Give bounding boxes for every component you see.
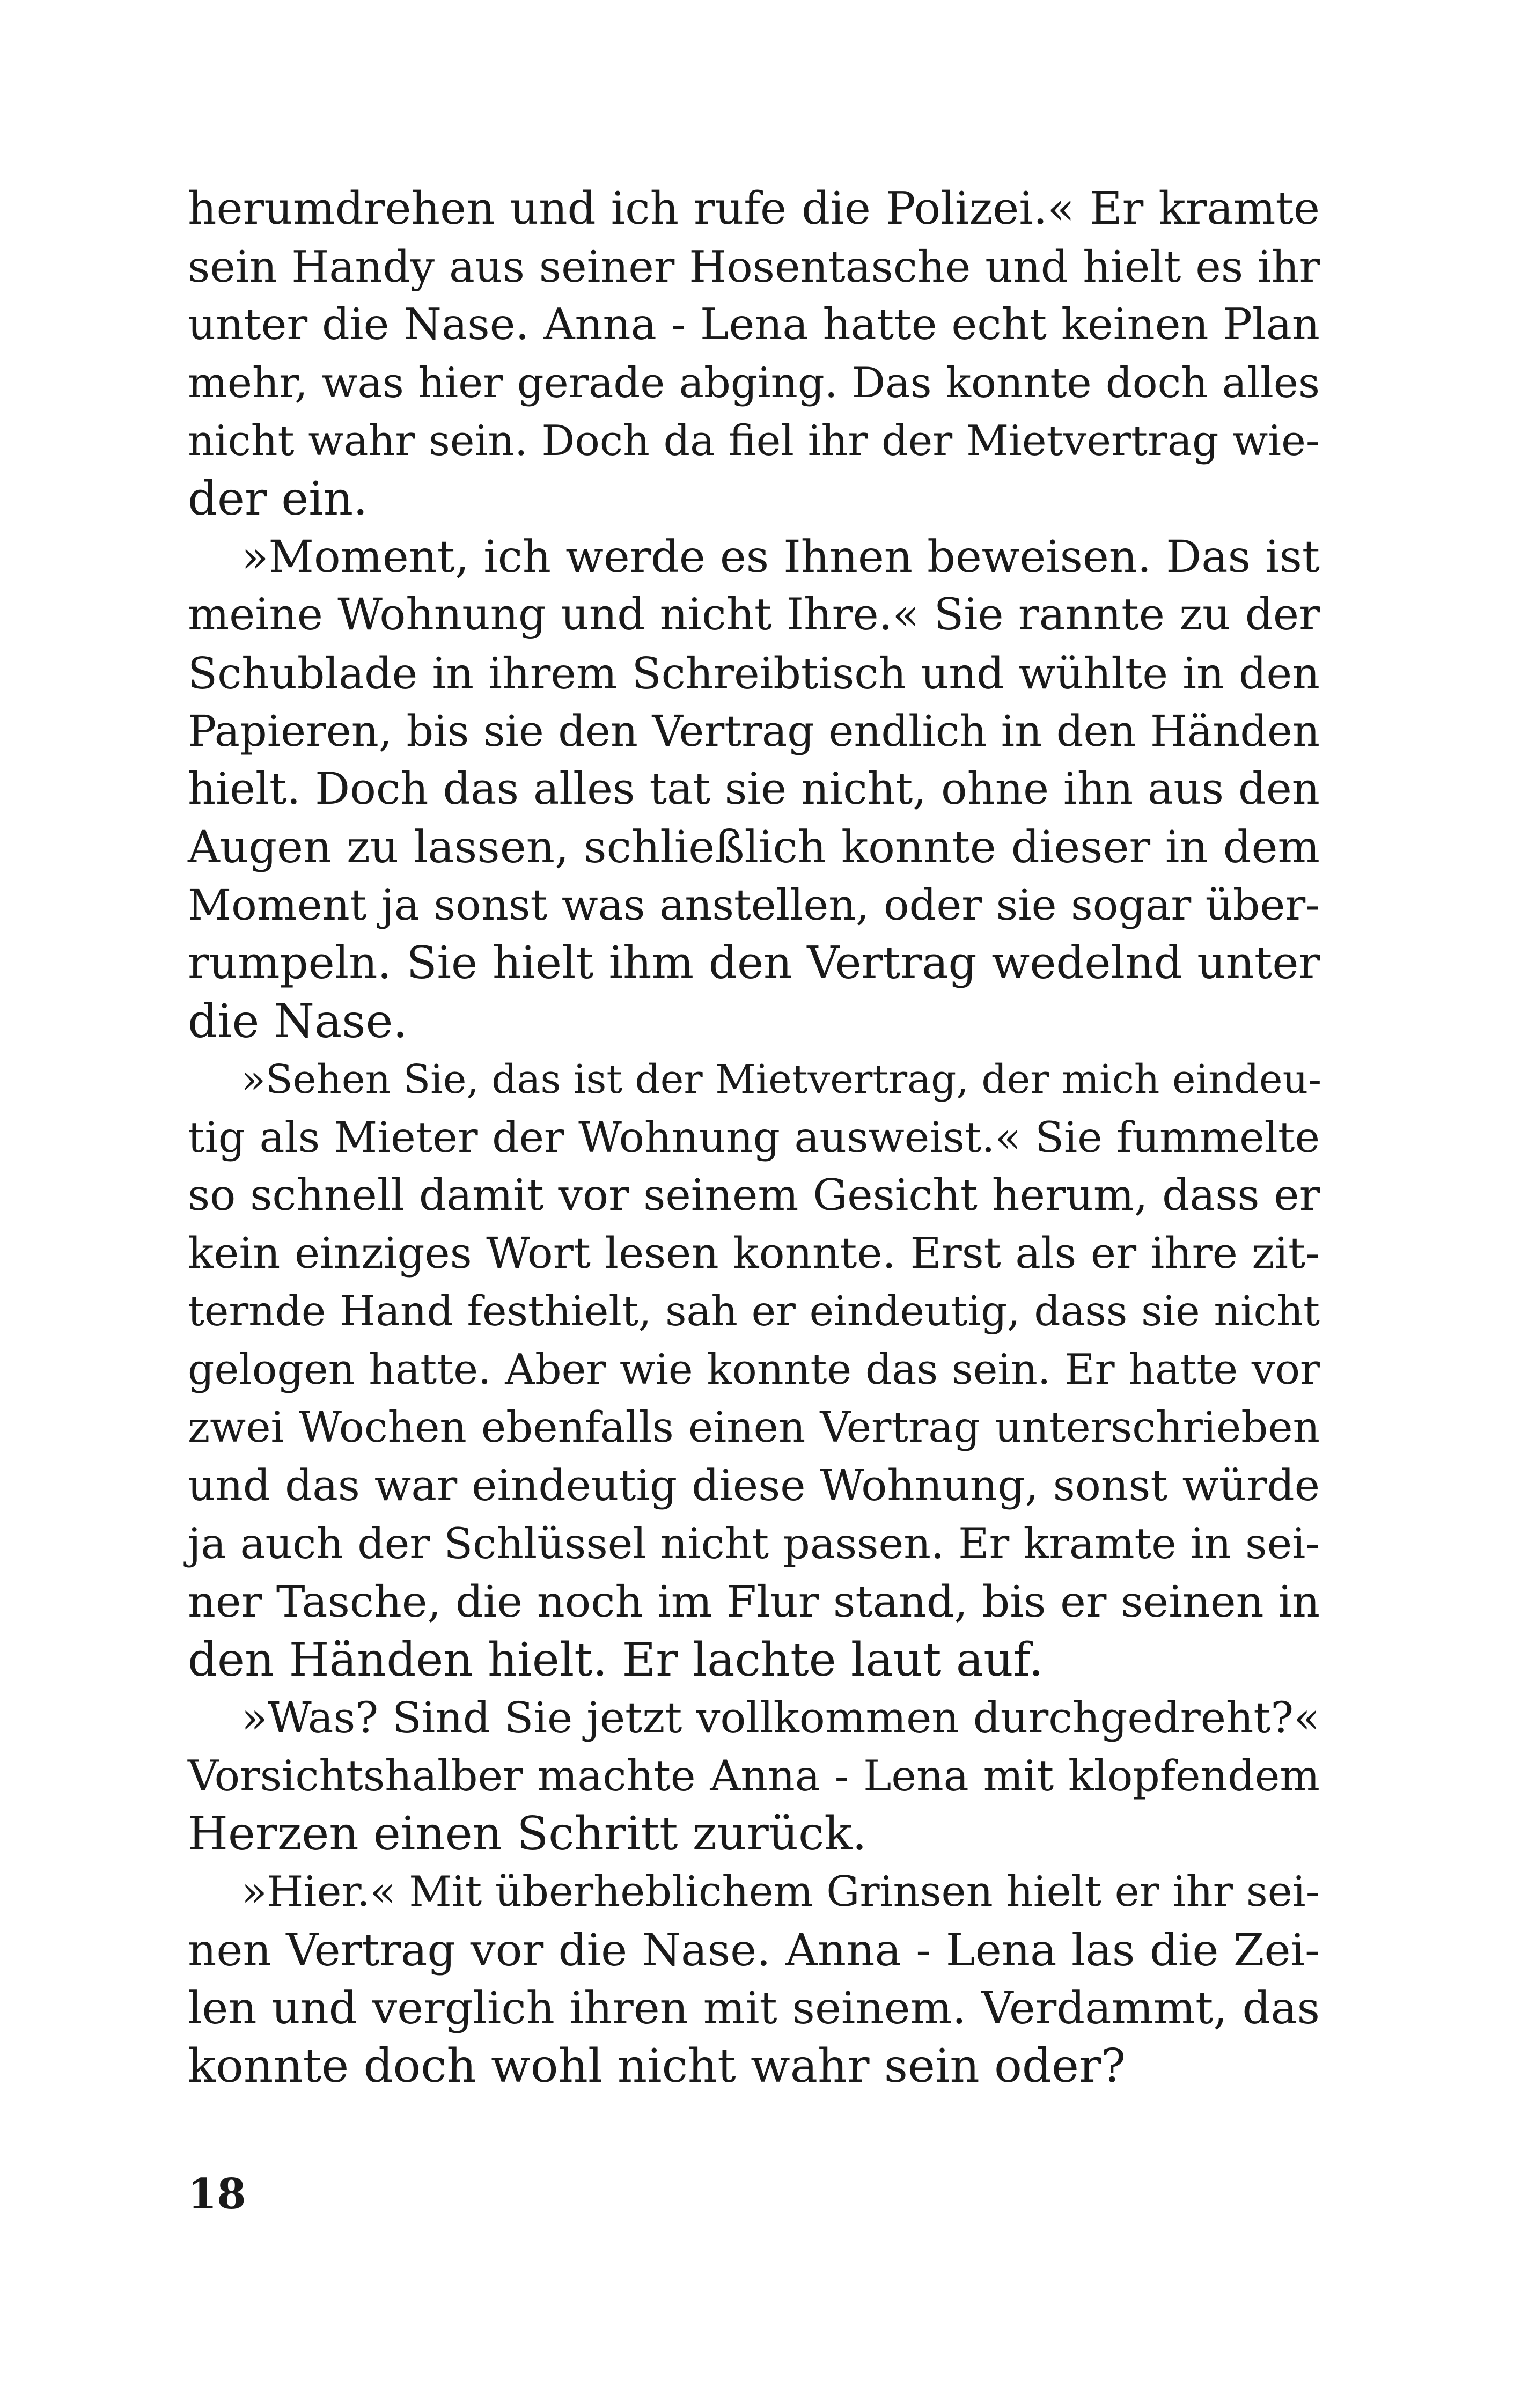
text-line: »Moment, ich werde es Ihnen beweisen. Das ist xyxy=(241,531,1320,583)
text-line: kein einziges Wort lesen konnte. Erst als er ihre zit- xyxy=(188,1228,1320,1279)
text-line: Papieren, bis sie den Vertrag endlich in den Händen xyxy=(188,706,1320,756)
text-line: Herzen einen Schritt zurück. xyxy=(188,1807,867,1861)
text-line: den Händen hielt. Er lachte laut auf. xyxy=(188,1633,1044,1687)
text-line: mehr, was hier gerade abging. Das konnte doch alles xyxy=(188,358,1320,407)
text-line: nen Vertrag vor die Nase. Anna - Lena las die Zei- xyxy=(188,1924,1320,1976)
text-line: »Hier.« Mit überheblichem Grinsen hielt er ihr sei- xyxy=(241,1868,1320,1917)
text-line: herumdrehen und ich rufe die Polizei.« Er kramte xyxy=(188,182,1320,234)
text-line: Moment ja sonst was anstellen, oder sie sogar über- xyxy=(188,880,1320,930)
text-line: und das war eindeutig diese Wohnung, sonst würde xyxy=(188,1460,1320,1511)
text-line: »Was? Sind Sie jetzt vollkommen durchgedreht?« xyxy=(241,1692,1320,1743)
text-line: so schnell damit vor seinem Gesicht herum, dass er xyxy=(188,1170,1320,1221)
text-line: unter die Nase. Anna - Lena hatte echt keinen Plan xyxy=(188,299,1320,350)
text-line: ternde Hand festhielt, sah er eindeutig, dass sie nicht xyxy=(188,1287,1320,1335)
text-line: gelogen hatte. Aber wie konnte das sein. Er hatte vor xyxy=(188,1345,1320,1394)
page-number: 18 xyxy=(188,2170,246,2219)
text-line: meine Wohnung und nicht Ihre.« Sie rannte zu der xyxy=(188,589,1320,641)
text-line: nicht wahr sein. Doch da fiel ihr der Mietvertrag wie- xyxy=(188,416,1320,465)
text-line: rumpeln. Sie hielt ihm den Vertrag wedelnd unter xyxy=(188,937,1320,989)
text-line: ja auch der Schlüssel nicht passen. Er kramte in sei- xyxy=(188,1519,1320,1569)
text-line: die Nase. xyxy=(188,994,408,1048)
text-line: Augen zu lassen, schließlich konnte dieser in dem xyxy=(188,821,1320,873)
text-line: Vorsichtshalber machte Anna - Lena mit klopfendem xyxy=(188,1751,1320,1801)
text-line: zwei Wochen ebenfalls einen Vertrag unterschrieben xyxy=(188,1403,1320,1452)
text-line: »Sehen Sie, das ist der Mietvertrag, der mich eindeu- xyxy=(241,1056,1322,1103)
text-line: konnte doch wohl nicht wahr sein oder? xyxy=(188,2039,1126,2093)
text-line: Schublade in ihrem Schreibtisch und wühlte in den xyxy=(188,648,1320,699)
text-line: sein Handy aus seiner Hosentasche und hielt es ihr xyxy=(188,241,1320,292)
text-line: tig als Mieter der Wohnung ausweist.« Sie fummelte xyxy=(188,1113,1320,1162)
text-line: der ein. xyxy=(188,472,368,526)
text-line: len und verglich ihren mit seinem. Verdammt, das xyxy=(188,1982,1320,2034)
body-text xyxy=(188,180,1320,2095)
text-line: hielt. Doch das alles tat sie nicht, ohne ihn aus den xyxy=(188,763,1320,814)
text-line: ner Tasche, die noch im Flur stand, bis er seinen in xyxy=(188,1576,1320,1627)
